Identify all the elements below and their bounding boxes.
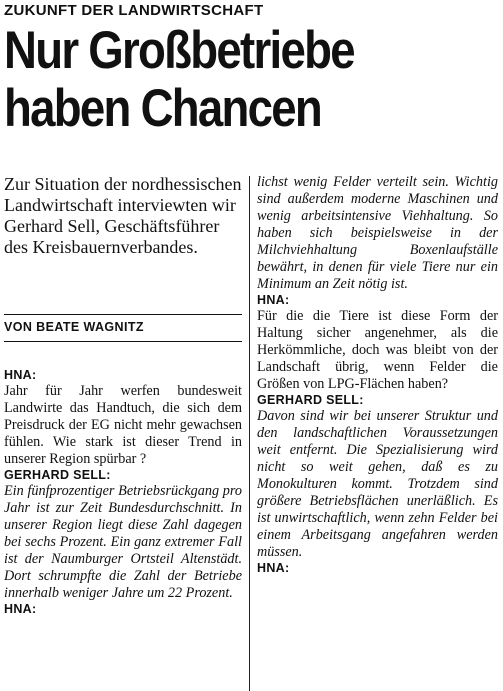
byline-divider (4, 341, 242, 342)
kicker: ZUKUNFT DER LANDWIRTSCHAFT (4, 2, 264, 19)
paragraph: Jahr für Jahr werfen bundesweit Landwirte das Handtuch, die sich dem Preisdruck der EG nicht mehr gewachsen fühlen. Wie stark ist dieser Trend in unserer Region spürbar ? (4, 383, 242, 467)
headline-line-1: Nur Großbetriebe (4, 21, 354, 80)
speaker-label: HNA: (4, 602, 37, 616)
left-interview (4, 368, 242, 617)
byline-box (4, 314, 242, 342)
paragraph: Ein fünfprozentiger Betriebsrückgang pro Jahr ist zur Zeit Bundesdurchschnitt. In unserer Region liegt diese Zahl dagegen bei sechs Prozent. Ein ganz extremer Fall ist der Naumburger Ortsteil Altenstädt. Dort schrumpfte die Zahl der Betriebe innerhalb weniger Jahre um 22 Prozent. (4, 483, 242, 601)
paragraph: Davon sind wir bei unserer Struktur und den landschaftlichen Voraussetzungen weit entfernt. Die Spezialisierung wird nicht so weit gehen, daß es zu Monokulturen kommt. Trotzdem sind größere Betriebsflächen unerläßlich. Es ist unwirtschaftlich, wenn zehn Felder bei einem Arbeitsgang angefahren werden müssen. (257, 408, 498, 560)
intro-text: Zur Situation der nordhessischen Landwirtschaft interviewten wir Gerhard Sell, Geschäftsführer des Kreisbauernverbandes. (4, 174, 242, 257)
headline (4, 22, 430, 138)
paragraph: lichst wenig Felder verteilt sein. Wichtig sind außerdem moderne Maschinen und wenig arbeitsintensive Viehhaltung. So haben sich beispielsweise in der Milchviehhaltung Boxenlaufställe bewährt, in denen für viele Tiere nur ein Minimum an Zeit nötig ist. (257, 174, 498, 292)
byline: VON BEATE WAGNITZ (4, 320, 144, 334)
speaker-label: GERHARD SELL: (257, 393, 364, 407)
speaker-label: HNA: (257, 293, 290, 307)
left-column (4, 174, 242, 691)
speaker-label: HNA: (4, 368, 37, 382)
speaker-label: GERHARD SELL: (4, 468, 111, 482)
headline-line-2: haben Chancen (4, 79, 322, 138)
paragraph: Für die die Tiere ist diese Form der Haltung sicher angenehmer, als die Herkömmliche, doch was bleibt von der Landschaft übrig, wenn Felder die Größen von LPG-Flächen haben? (257, 308, 498, 392)
column-divider (249, 176, 250, 691)
speaker-label: HNA: (257, 561, 290, 575)
right-column (257, 174, 498, 691)
